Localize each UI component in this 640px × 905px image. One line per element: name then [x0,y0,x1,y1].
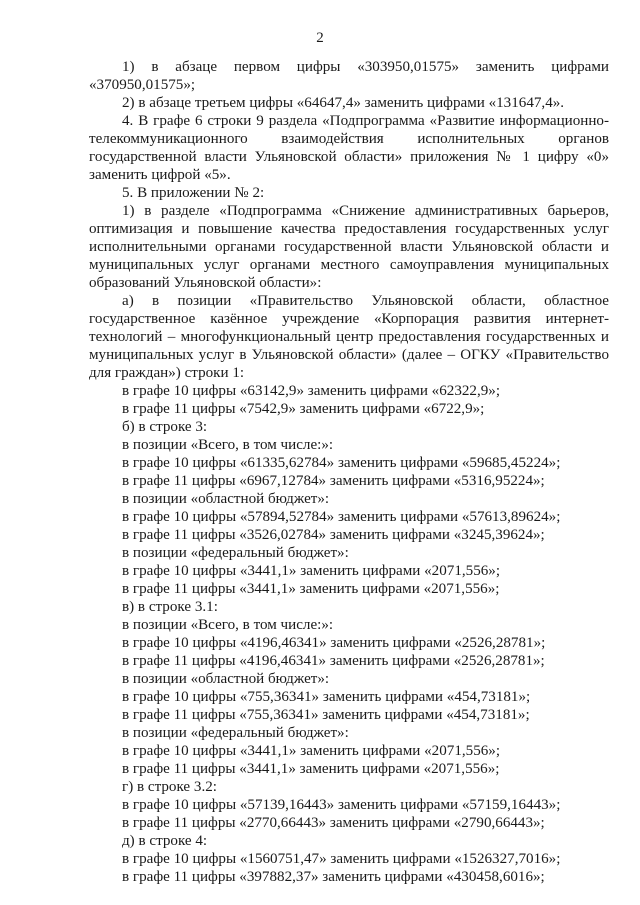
paragraph: 5. В приложении № 2: [122,185,265,201]
paragraph: б) в строке 3: [122,419,208,435]
document-body [89,58,609,886]
paragraph: в) в строке 3.1: [122,599,218,615]
paragraph: 2) в абзаце третьем цифры «64647,4» заменить цифрами «131647,4». [122,95,565,111]
paragraph: в графе 10 цифры «61335,62784» заменить цифрами «59685,45224»; [122,455,561,471]
paragraph: а) в позиции «Правительство Ульяновской области, областное государственное казённое учреждение «Корпорация развития интернет-технологий – многофункциональный центр предоставления государственных и муниципальных услуг в Ульяновской области» (далее – ОГКУ «Правительство для граждан») строки 1: [89,293,609,381]
paragraph: в графе 11 цифры «3441,1» заменить цифрами «2071,556»; [122,581,500,597]
paragraph: в графе 11 цифры «755,36341» заменить цифрами «454,73181»; [122,707,530,723]
paragraph: в позиции «областной бюджет»: [122,491,330,507]
paragraph: в позиции «Всего, в том числе:»: [122,437,334,453]
paragraph: 1) в абзаце первом цифры «303950,01575» заменить цифрами «370950,01575»; [89,59,609,93]
paragraph: в позиции «Всего, в том числе:»: [122,617,334,633]
paragraph: в графе 10 цифры «3441,1» заменить цифрами «2071,556»; [122,563,501,579]
paragraph: в графе 10 цифры «755,36341» заменить цифрами «454,73181»; [122,689,531,705]
paragraph: 1) в разделе «Подпрограмма «Снижение административных барьеров, оптимизация и повышение качества предоставления государственных услуг исполнительными органами государственной власти Ульяновской области и муниципальных услуг органами местного самоуправления муниципальных образований Ульяновской области»: [89,203,609,291]
paragraph: в графе 10 цифры «1560751,47» заменить цифрами «1526327,7016»; [122,851,561,867]
paragraph: в графе 11 цифры «7542,9» заменить цифрами «6722,9»; [122,401,485,417]
paragraph: в графе 10 цифры «63142,9» заменить цифрами «62322,9»; [122,383,501,399]
paragraph: в графе 10 цифры «57139,16443» заменить цифрами «57159,16443»; [122,797,561,813]
paragraph: в графе 10 цифры «3441,1» заменить цифрами «2071,556»; [122,743,501,759]
paragraph: в графе 10 цифры «57894,52784» заменить цифрами «57613,89624»; [122,509,561,525]
paragraph: в позиции «федеральный бюджет»: [122,725,349,741]
paragraph: в графе 11 цифры «2770,66443» заменить цифрами «2790,66443»; [122,815,545,831]
paragraph: д) в строке 4: [122,833,208,849]
paragraph: в позиции «федеральный бюджет»: [122,545,349,561]
paragraph: в графе 10 цифры «4196,46341» заменить цифрами «2526,28781»; [122,635,546,651]
paragraph: в позиции «областной бюджет»: [122,671,330,687]
paragraph: в графе 11 цифры «4196,46341» заменить цифрами «2526,28781»; [122,653,545,669]
paragraph: в графе 11 цифры «6967,12784» заменить цифрами «5316,95224»; [122,473,545,489]
paragraph: в графе 11 цифры «3441,1» заменить цифрами «2071,556»; [122,761,500,777]
paragraph: в графе 11 цифры «397882,37» заменить цифрами «430458,6016»; [122,869,545,885]
paragraph: г) в строке 3.2: [122,779,217,795]
paragraph: в графе 11 цифры «3526,02784» заменить цифрами «3245,39624»; [122,527,545,543]
paragraph: 4. В графе 6 строки 9 раздела «Подпрограмма «Развитие информационно-телекоммуникационного взаимодействия исполнительных органов государственной власти Ульяновской области» приложения № 1 цифру «0» заменить цифрой «5». [89,113,609,183]
page-number: 2 [316,30,324,46]
